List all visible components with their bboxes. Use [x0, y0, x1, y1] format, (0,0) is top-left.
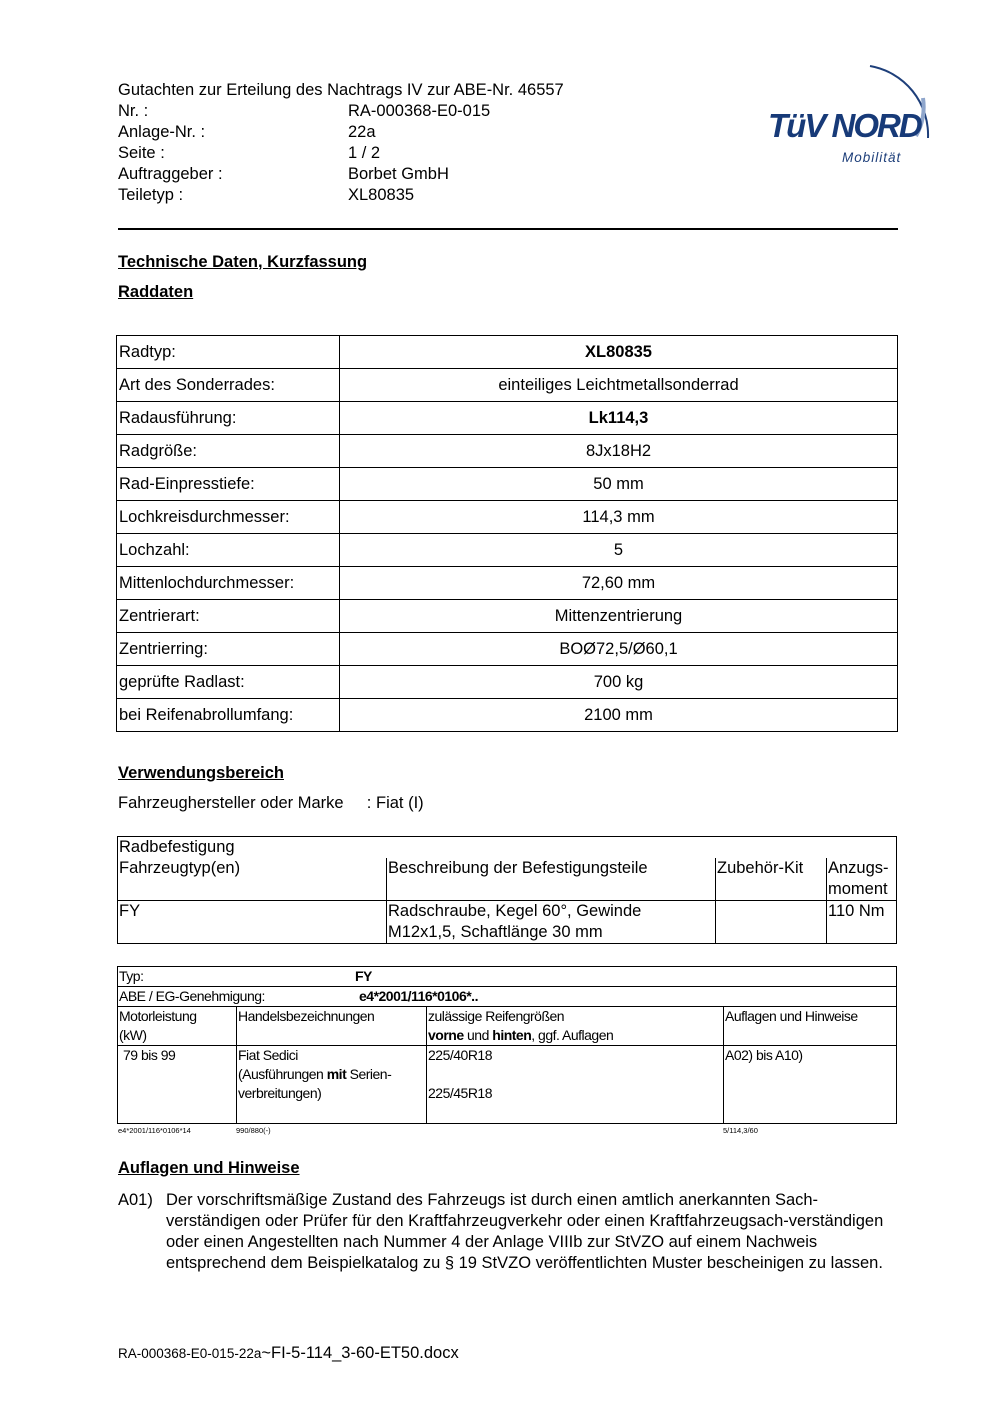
usage-value: Fiat (I) [375, 794, 424, 812]
section-technische-daten: Technische Daten, Kurzfassung [118, 253, 368, 271]
abe-row [118, 987, 897, 1007]
logo-subtitle: Mobilität [842, 150, 902, 165]
motor-value: 79 bis 99 [123, 1047, 176, 1063]
handel-text: (Ausführungen [238, 1066, 327, 1082]
radbefestigung-title: Radbefestigung [118, 837, 897, 859]
column-header [118, 1007, 237, 1046]
header-key: Teiletyp : [118, 186, 184, 204]
auflagen-text: , ggf. Auflagen [531, 1027, 614, 1043]
auflage-code: A01) [118, 1191, 153, 1209]
header-row-anlage [118, 122, 564, 143]
abe-label: ABE / EG-Genehmigung: [119, 988, 265, 1004]
raddaten-value: Lk114,3 [340, 402, 898, 435]
raddaten-value: 72,60 mm [340, 567, 898, 600]
header-key: Anlage-Nr. : [118, 123, 206, 141]
header-value: 1 / 2 [348, 144, 381, 162]
table-row [117, 567, 898, 600]
column-header-line: Motorleistung [119, 1008, 197, 1024]
reifen-value: 225/40R18 [428, 1047, 493, 1063]
mit-text: mit [326, 1066, 347, 1082]
section-verwendungsbereich: Verwendungsbereich [118, 764, 284, 782]
header-key: Auftraggeber : [118, 165, 223, 183]
beschreibung-line: M12x1,5, Schaftlänge 30 mm [388, 923, 603, 941]
raddaten-key: bei Reifenabrollumfang: [117, 699, 340, 732]
raddaten-key: geprüfte Radlast: [117, 666, 340, 699]
auflage-text: Der vorschriftsmäßige Zustand des Fahrzeugs ist durch einen amtlich anerkannten Sach-verständigen oder Prüfer für den Kraftfahrzeugverkehr oder einen Kraftfahrzeugsach-verständigen oder einen Angestellten nach Nummer 4 der Anlage VIIIb zur StVZO auf einem Nachweis entsprechend dem Beispielkatalog zu § 19 StVZO veröffentlichten Muster bescheinigen zu lassen. [166, 1191, 884, 1272]
raddaten-value: Mittenzentrierung [340, 600, 898, 633]
raddaten-key: Radgröße: [117, 435, 340, 468]
table-row [117, 402, 898, 435]
und-text: und [463, 1027, 493, 1043]
header-divider [118, 228, 898, 230]
raddaten-key: Mittenlochdurchmesser: [117, 567, 340, 600]
raddaten-value: 2100 mm [340, 699, 898, 732]
header-row-seite [118, 143, 564, 164]
radbefestigung-table [117, 836, 897, 944]
table-row [118, 1007, 897, 1046]
header-row-auftraggeber [118, 164, 564, 185]
table-row [117, 534, 898, 567]
raddaten-value: XL80835 [340, 336, 898, 369]
reifen-value: 225/45R18 [428, 1085, 493, 1101]
typ-value: FY [355, 968, 372, 984]
table-row [117, 501, 898, 534]
column-header: Zubehör-Kit [716, 858, 827, 901]
column-header [427, 1007, 724, 1046]
column-header-line: zulässige Reifengrößen [428, 1008, 565, 1024]
raddaten-table [116, 335, 898, 732]
column-header: Auflagen und Hinweise [724, 1007, 897, 1046]
typ-table [117, 966, 897, 1124]
table-row [118, 987, 897, 1007]
header-value: RA-000368-E0-015 [348, 102, 491, 120]
column-header-line [428, 1026, 722, 1045]
table-row [118, 858, 897, 901]
beschreibung-cell [387, 901, 716, 944]
header-key: Seite : [118, 144, 165, 162]
footnote-c: 5/114,3/60 [723, 1126, 758, 1135]
zubehoer-kit-cell [716, 901, 827, 944]
handel-text: Serien- [346, 1066, 392, 1082]
raddaten-key: Zentrierring: [117, 633, 340, 666]
table-row [117, 435, 898, 468]
document-footer [118, 1344, 459, 1363]
section-auflagen: Auflagen und Hinweise [118, 1159, 300, 1177]
header-key: Nr. : [118, 102, 149, 120]
raddaten-value: einteiliges Leichtmetallsonderrad [340, 369, 898, 402]
footer-reference: RA-000368-E0-015-22a [118, 1346, 262, 1361]
raddaten-key: Rad-Einpresstiefe: [117, 468, 340, 501]
header-value: Borbet GmbH [348, 165, 449, 183]
raddaten-value: BOØ72,5/Ø60,1 [340, 633, 898, 666]
raddaten-value: 8Jx18H2 [340, 435, 898, 468]
table-row [118, 901, 897, 944]
raddaten-value: 114,3 mm [340, 501, 898, 534]
footnote-a: e4*2001/116*0106*14 [118, 1126, 191, 1135]
table-row [117, 633, 898, 666]
header-row-nr [118, 101, 564, 122]
footer-filename: ~FI-5-114_3-60-ET50.docx [261, 1344, 459, 1362]
raddaten-key: Radtyp: [117, 336, 340, 369]
auflage-item [118, 1190, 898, 1274]
header-value: XL80835 [348, 186, 415, 204]
column-header: Beschreibung der Befestigungsteile [387, 858, 716, 901]
raddaten-key: Art des Sonderrades: [117, 369, 340, 402]
raddaten-key: Lochkreisdurchmesser: [117, 501, 340, 534]
fahrzeugtyp-cell: FY [118, 901, 387, 944]
table-row [117, 369, 898, 402]
anzugsmoment-cell: 110 Nm [827, 901, 897, 944]
raddaten-value: 50 mm [340, 468, 898, 501]
usage-line [118, 794, 424, 813]
typ-footnote-row [118, 1126, 758, 1135]
handel-line [238, 1065, 425, 1084]
handel-cell [237, 1046, 427, 1124]
vorne-text: vorne [428, 1027, 464, 1043]
document-title: Gutachten zur Erteilung des Nachtrags IV zur ABE-Nr. 46557 [118, 81, 564, 99]
section-raddaten: Raddaten [118, 283, 194, 301]
column-header: Fahrzeugtyp(en) [118, 858, 387, 901]
usage-separator: : [366, 794, 372, 812]
table-row [117, 600, 898, 633]
header-value: 22a [348, 123, 376, 141]
raddaten-key: Lochzahl: [117, 534, 340, 567]
table-row [117, 666, 898, 699]
raddaten-key: Zentrierart: [117, 600, 340, 633]
column-header [827, 858, 897, 901]
column-header-line: (kW) [119, 1027, 147, 1043]
table-row [117, 468, 898, 501]
reifen-cell [427, 1046, 724, 1124]
motor-cell [118, 1046, 237, 1124]
header-row-teiletyp [118, 185, 564, 206]
handel-line: verbreitungen) [238, 1085, 322, 1101]
column-header-line: Anzugs- [828, 859, 889, 877]
table-row [118, 837, 897, 859]
table-row [118, 1046, 897, 1124]
typ-row [118, 967, 897, 987]
beschreibung-line: Radschraube, Kegel 60°, Gewinde [388, 902, 642, 920]
table-row [118, 967, 897, 987]
footnote-b: 990/880(-) [236, 1126, 271, 1135]
auflagen-cell: A02) bis A10) [724, 1046, 897, 1124]
table-row [117, 336, 898, 369]
typ-label: Typ: [119, 968, 144, 984]
usage-label: Fahrzeughersteller oder Marke [118, 794, 344, 812]
handel-line: Fiat Sedici [238, 1047, 298, 1063]
raddaten-key: Radausführung: [117, 402, 340, 435]
raddaten-value: 700 kg [340, 666, 898, 699]
abe-value: e4*2001/116*0106*.. [359, 988, 478, 1004]
table-row [117, 699, 898, 732]
raddaten-value: 5 [340, 534, 898, 567]
column-header-line: moment [828, 880, 888, 898]
hinten-text: hinten [492, 1027, 532, 1043]
tuev-nord-logo: TüV NORD [768, 107, 921, 144]
column-header: Handelsbezeichnungen [237, 1007, 427, 1046]
document-header [118, 80, 564, 206]
